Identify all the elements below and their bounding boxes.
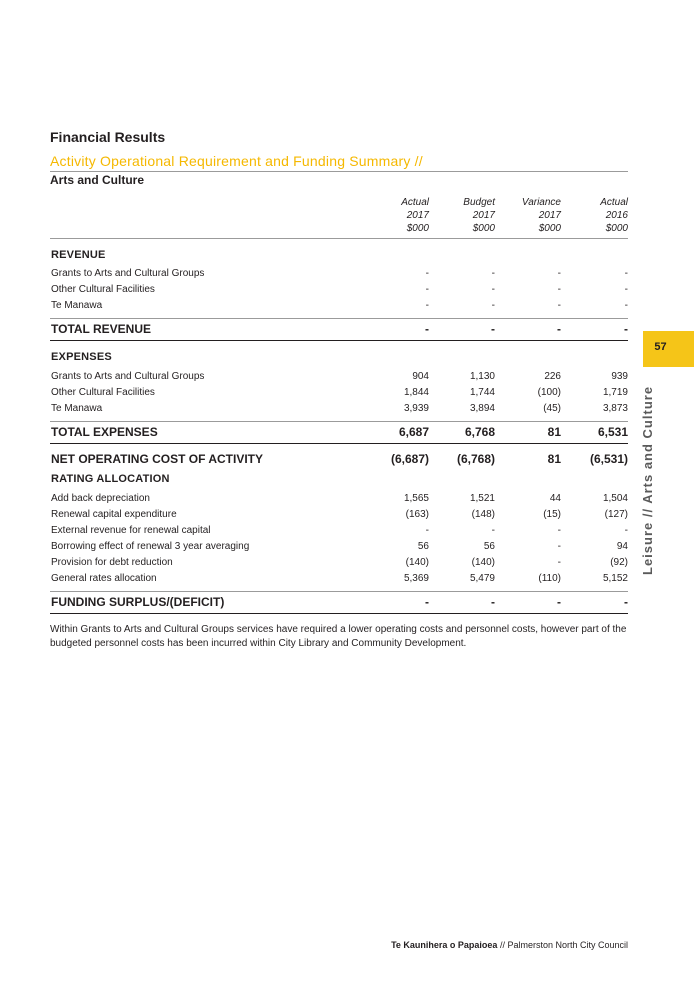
cell-value: - bbox=[491, 322, 495, 336]
cell-value: - bbox=[425, 300, 429, 311]
row-label: Borrowing effect of renewal 3 year averaging bbox=[51, 541, 250, 552]
section-name: Arts and Culture bbox=[50, 173, 145, 187]
row-label: General rates allocation bbox=[51, 573, 157, 584]
cell-value: - bbox=[557, 541, 561, 552]
row-label: FUNDING SURPLUS/(DEFICIT) bbox=[51, 595, 225, 609]
cell-value: (163) bbox=[405, 509, 429, 520]
cell-value: - bbox=[557, 300, 561, 311]
row-label: Renewal capital expenditure bbox=[51, 509, 177, 520]
cell-value: 3,939 bbox=[403, 403, 429, 414]
page-subheading: Activity Operational Requirement and Funding Summary // bbox=[50, 153, 423, 169]
column-header-line: Actual bbox=[401, 197, 429, 208]
cell-value: (6,531) bbox=[589, 452, 628, 466]
cell-value: 5,369 bbox=[403, 573, 429, 584]
table-row bbox=[0, 403, 694, 419]
funding-surplus-row bbox=[0, 595, 694, 611]
cell-value: 1,844 bbox=[403, 387, 429, 398]
cell-value: - bbox=[624, 322, 628, 336]
divider bbox=[50, 443, 628, 444]
cell-value: 94 bbox=[616, 541, 628, 552]
cell-value: - bbox=[557, 525, 561, 536]
cell-value: 1,565 bbox=[403, 493, 429, 504]
divider bbox=[50, 318, 628, 319]
table-row bbox=[0, 371, 694, 387]
column-header-line: 2016 bbox=[605, 210, 628, 221]
table-row bbox=[0, 387, 694, 403]
cell-value: (110) bbox=[538, 573, 561, 584]
cell-value: - bbox=[425, 595, 429, 609]
column-header-line: 2017 bbox=[538, 210, 561, 221]
cell-value: - bbox=[491, 595, 495, 609]
table-row bbox=[0, 300, 694, 316]
table-row bbox=[0, 541, 694, 557]
table-row bbox=[0, 573, 694, 589]
cell-value: - bbox=[624, 525, 628, 536]
row-label: Other Cultural Facilities bbox=[51, 284, 155, 295]
divider bbox=[50, 591, 628, 592]
row-label: TOTAL EXPENSES bbox=[51, 425, 158, 439]
cell-value: - bbox=[624, 595, 628, 609]
cell-value: - bbox=[491, 300, 495, 311]
cell-value: (140) bbox=[405, 557, 429, 568]
table-row bbox=[0, 557, 694, 573]
cell-value: 81 bbox=[547, 452, 561, 466]
row-label: NET OPERATING COST OF ACTIVITY bbox=[51, 452, 264, 466]
row-label: Grants to Arts and Cultural Groups bbox=[51, 268, 205, 279]
column-header-line: 2017 bbox=[406, 210, 429, 221]
cell-value: - bbox=[491, 284, 495, 295]
cell-value: - bbox=[624, 268, 628, 279]
cell-value: 5,152 bbox=[602, 573, 628, 584]
column-header-line: $000 bbox=[605, 223, 628, 234]
side-section-title: Leisure // Arts and Culture bbox=[640, 385, 655, 575]
cell-value: - bbox=[557, 595, 561, 609]
rating-allocation-heading: RATING ALLOCATION bbox=[51, 473, 170, 485]
table-row bbox=[0, 268, 694, 284]
cell-value: 3,873 bbox=[602, 403, 628, 414]
cell-value: (140) bbox=[471, 557, 495, 568]
row-label: Add back depreciation bbox=[51, 493, 150, 504]
row-label: TOTAL REVENUE bbox=[51, 322, 152, 336]
table-row bbox=[0, 493, 694, 509]
column-header-actual-2016 bbox=[568, 196, 628, 235]
expenses-heading: EXPENSES bbox=[51, 351, 112, 363]
cell-value: - bbox=[425, 525, 429, 536]
cell-value: (92) bbox=[610, 557, 628, 568]
column-header-line: 2017 bbox=[472, 210, 495, 221]
cell-value: - bbox=[425, 322, 429, 336]
cell-value: - bbox=[491, 268, 495, 279]
column-header-actual-2017 bbox=[369, 196, 429, 235]
cell-value: 1,130 bbox=[469, 371, 495, 382]
cell-value: (127) bbox=[604, 509, 628, 520]
cell-value: 939 bbox=[611, 371, 628, 382]
cell-value: (100) bbox=[537, 387, 561, 398]
cell-value: 81 bbox=[547, 425, 561, 439]
cell-value: 56 bbox=[417, 541, 429, 552]
row-label: Other Cultural Facilities bbox=[51, 387, 155, 398]
cell-value: - bbox=[624, 284, 628, 295]
cell-value: - bbox=[557, 557, 561, 568]
cell-value: (6,768) bbox=[456, 452, 495, 466]
cell-value: (148) bbox=[471, 509, 495, 520]
page-number: 57 bbox=[654, 341, 667, 353]
cell-value: - bbox=[557, 268, 561, 279]
column-header-line: $000 bbox=[472, 223, 495, 234]
divider bbox=[50, 238, 628, 239]
cell-value: - bbox=[557, 284, 561, 295]
cell-value: 904 bbox=[412, 371, 429, 382]
cell-value: (15) bbox=[543, 509, 561, 520]
cell-value: - bbox=[624, 300, 628, 311]
row-label: Grants to Arts and Cultural Groups bbox=[51, 371, 205, 382]
net-operating-cost-row bbox=[0, 452, 694, 468]
cell-value: - bbox=[425, 284, 429, 295]
column-header-budget-2017 bbox=[435, 196, 495, 235]
cell-value: 6,687 bbox=[398, 425, 429, 439]
revenue-heading: REVENUE bbox=[51, 249, 106, 261]
divider bbox=[50, 340, 628, 341]
divider bbox=[50, 171, 628, 172]
row-label: Provision for debt reduction bbox=[51, 557, 173, 568]
column-header-line: Budget bbox=[463, 197, 495, 208]
table-row bbox=[0, 509, 694, 525]
row-label: Te Manawa bbox=[51, 403, 103, 414]
cell-value: 226 bbox=[544, 371, 561, 382]
cell-value: 56 bbox=[483, 541, 495, 552]
cell-value: 6,531 bbox=[597, 425, 628, 439]
cell-value: (6,687) bbox=[390, 452, 429, 466]
cell-value: 3,894 bbox=[469, 403, 495, 414]
cell-value: 1,504 bbox=[602, 493, 628, 504]
column-header-line: $000 bbox=[406, 223, 429, 234]
divider bbox=[50, 421, 628, 422]
footer bbox=[391, 940, 628, 950]
column-header-line: Variance bbox=[521, 197, 561, 208]
cell-value: 6,768 bbox=[464, 425, 495, 439]
cell-value: - bbox=[425, 268, 429, 279]
cell-value: - bbox=[491, 525, 495, 536]
table-row bbox=[0, 284, 694, 300]
total-revenue-row bbox=[0, 322, 694, 338]
cell-value: 1,744 bbox=[469, 387, 495, 398]
cell-value: 5,479 bbox=[469, 573, 495, 584]
column-header-line: Actual bbox=[600, 197, 628, 208]
row-label: External revenue for renewal capital bbox=[51, 525, 211, 536]
column-header-line: $000 bbox=[538, 223, 561, 234]
footer-council-name: Palmerston North City Council bbox=[507, 940, 628, 950]
explanatory-note: Within Grants to Arts and Cultural Groups services have required a lower operating costs and personnel costs, however part of the budgeted personnel costs has been incurred within City Library and Community Development. bbox=[50, 624, 627, 649]
cell-value: (45) bbox=[543, 403, 561, 414]
footer-separator: // bbox=[497, 940, 508, 950]
cell-value: 1,719 bbox=[602, 387, 628, 398]
cell-value: - bbox=[557, 322, 561, 336]
total-expenses-row bbox=[0, 425, 694, 441]
page-heading: Financial Results bbox=[50, 129, 166, 145]
cell-value: 1,521 bbox=[469, 493, 495, 504]
table-row bbox=[0, 525, 694, 541]
cell-value: 44 bbox=[549, 493, 561, 504]
column-header-variance-2017 bbox=[501, 196, 561, 235]
footer-council-maori-name: Te Kaunihera o Papaioea bbox=[391, 940, 498, 950]
row-label: Te Manawa bbox=[51, 300, 103, 311]
divider bbox=[50, 613, 628, 614]
